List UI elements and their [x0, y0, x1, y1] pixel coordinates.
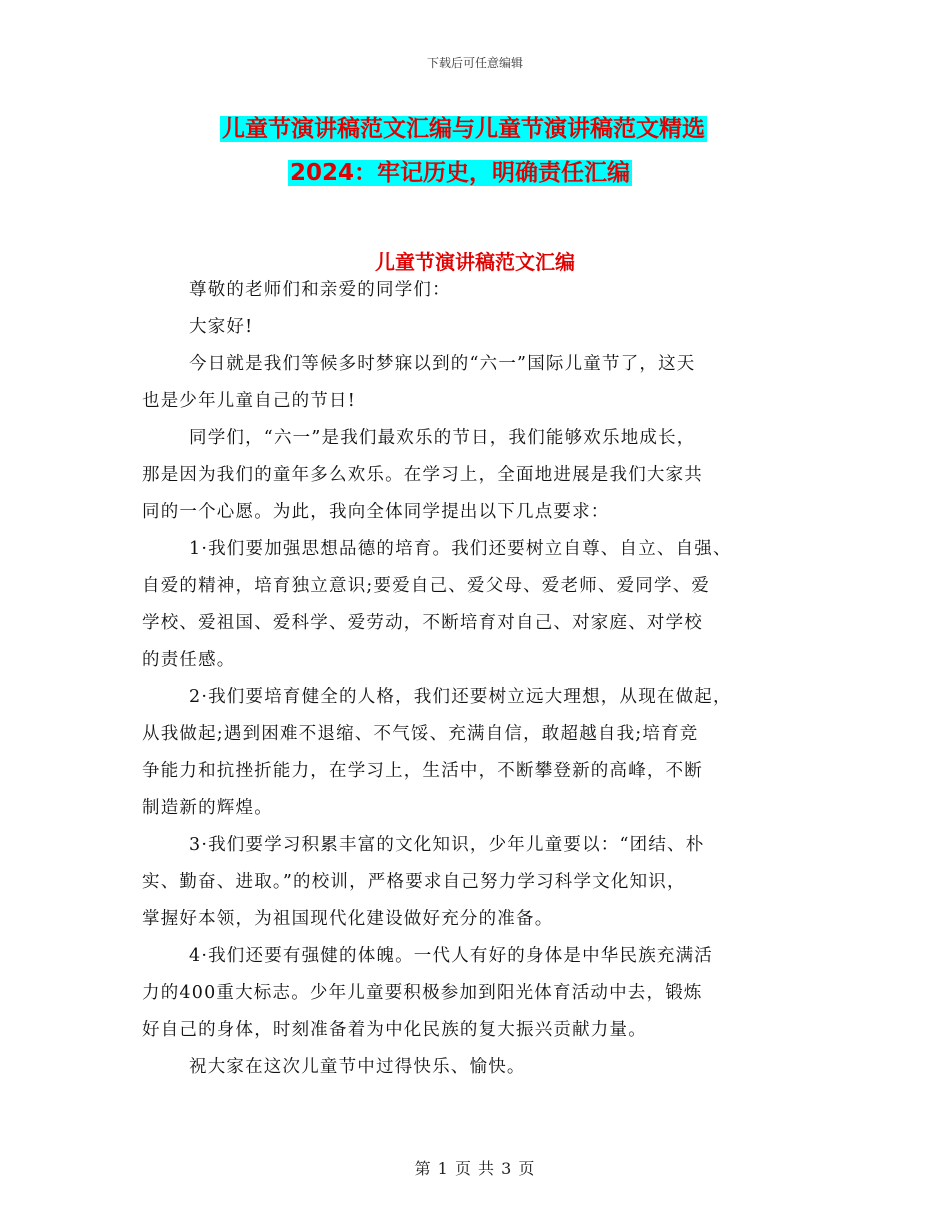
closing-line: 祝大家在这次儿童节中过得快乐、愉快。: [189, 1057, 526, 1077]
title-line-2-text: 2024：牢记历史，明确责任汇编: [290, 160, 631, 186]
paragraph-line: 掌握好本领，为祖国现代化建设做好充分的准备。: [142, 909, 554, 929]
paragraph-line: 争能力和抗挫折能力，在学习上，生活中，不断攀登新的高峰，不断: [142, 761, 703, 781]
body-text: [142, 276, 832, 1090]
paragraph-line: 也是少年儿童自己的节日!: [142, 391, 356, 411]
paragraph-line: 制造新的辉煌。: [142, 798, 273, 818]
paragraph-line: 2·我们要培育健全的人格，我们还要树立远大理想，从现在做起，: [189, 687, 732, 707]
paragraph-line: 学校、爱祖国、爱科学、爱劳动，不断培育对自己、对家庭、对学校: [142, 613, 703, 633]
header-note: 下载后可任意编辑: [426, 56, 523, 70]
paragraph-line: 今日就是我们等候多时梦寐以到的“六一”国际儿童节了，这天: [189, 354, 696, 374]
paragraph-line: 从我做起;遇到困难不退缩、不气馁、充满自信，敢超越自我;培育竞: [142, 724, 699, 744]
section-title: 儿童节演讲稿范文汇编: [375, 250, 575, 274]
paragraph-line: 力的400重大标志。少年儿童要积极参加到阳光体育活动中去，锻炼: [142, 983, 703, 1003]
salutation: 尊敬的老师们和亲爱的同学们：: [189, 280, 451, 300]
title-line-2: [288, 156, 632, 190]
paragraph-line: 那是因为我们的童年多么欢乐。在学习上，全面地进展是我们大家共: [142, 465, 703, 485]
paragraph-line: 自爱的精神，培育独立意识;要爱自己、爱父母、爱老师、爱同学、爱: [142, 576, 711, 596]
paragraph-line: 4·我们还要有强健的体魄。一代人有好的身体是中华民族充满活: [189, 946, 713, 966]
greeting: 大家好!: [189, 317, 254, 337]
paragraph-line: 实、勤奋、进取。”的校训，严格要求自己努力学习科学文化知识，: [142, 872, 686, 892]
title-line-1: [220, 112, 707, 146]
paragraph-line: 好自己的身体，时刻准备着为中化民族的复大振兴贡献力量。: [142, 1020, 647, 1040]
paragraph-line: 的责任感。: [142, 650, 236, 670]
paragraph-line: 3·我们要学习积累丰富的文化知识，少年儿童要以：“团结、朴: [189, 835, 705, 855]
paragraph-line: 1·我们要加强思想品德的培育。我们还要树立自尊、自立、自强、: [189, 539, 732, 559]
page-number: 第 1 页 共 3 页: [414, 1159, 536, 1178]
paragraph-line: 同的一个心愿。为此，我向全体同学提出以下几点要求：: [142, 502, 610, 522]
paragraph-line: 同学们，“六一”是我们最欢乐的节日，我们能够欢乐地成长，: [189, 428, 696, 448]
title-line-1-text: 儿童节演讲稿范文汇编与儿童节演讲稿范文精选: [222, 116, 705, 142]
